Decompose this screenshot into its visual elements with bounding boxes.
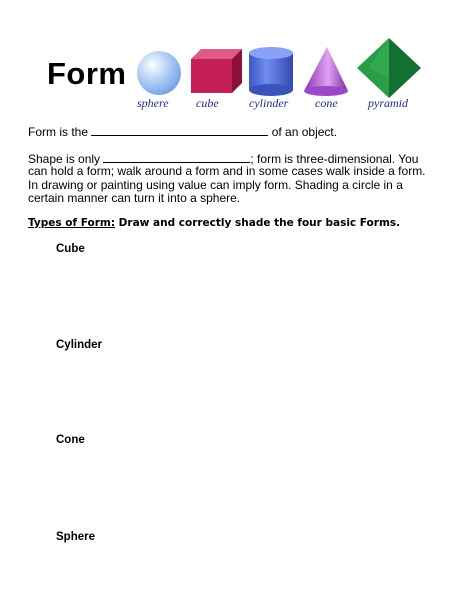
sphere-icon [136, 50, 182, 96]
form-definition [28, 125, 337, 140]
cone-icon [300, 45, 350, 99]
shape-definition-end: ; form is three-dimensional. You [250, 152, 419, 166]
section-sphere: Sphere [56, 531, 95, 543]
types-text: Draw and correctly shade the four basic Forms. [115, 217, 401, 229]
types-instruction [28, 217, 400, 229]
answer-blank-2[interactable] [103, 152, 250, 163]
form-definition-start: Form is the [28, 125, 89, 139]
cube-icon [189, 47, 245, 97]
section-cylinder: Cylinder [56, 339, 103, 351]
paragraph-line: can hold a form; walk around a form and in some cases walk inside a form. [28, 164, 426, 178]
cylinder-icon [246, 46, 296, 98]
paragraph-line: In drawing or painting using value can imply form. Shading a circle in a [28, 178, 403, 192]
cylinder-label: cylinder [249, 96, 289, 110]
sphere-label: sphere [137, 96, 169, 110]
paragraph-line: certain manner can turn it into a sphere. [28, 191, 241, 205]
answer-blank-1[interactable] [91, 125, 268, 136]
page-title: Form [47, 56, 127, 91]
section-cone: Cone [56, 434, 85, 446]
types-heading: Types of Form: [28, 217, 116, 229]
cube-label: cube [196, 96, 219, 110]
pyramid-icon [355, 36, 423, 100]
cone-label: cone [315, 96, 338, 110]
shape-definition-start: Shape is only [28, 152, 101, 166]
form-definition-end: of an object. [271, 125, 338, 139]
section-cube: Cube [56, 243, 85, 255]
pyramid-label: pyramid [368, 96, 408, 110]
